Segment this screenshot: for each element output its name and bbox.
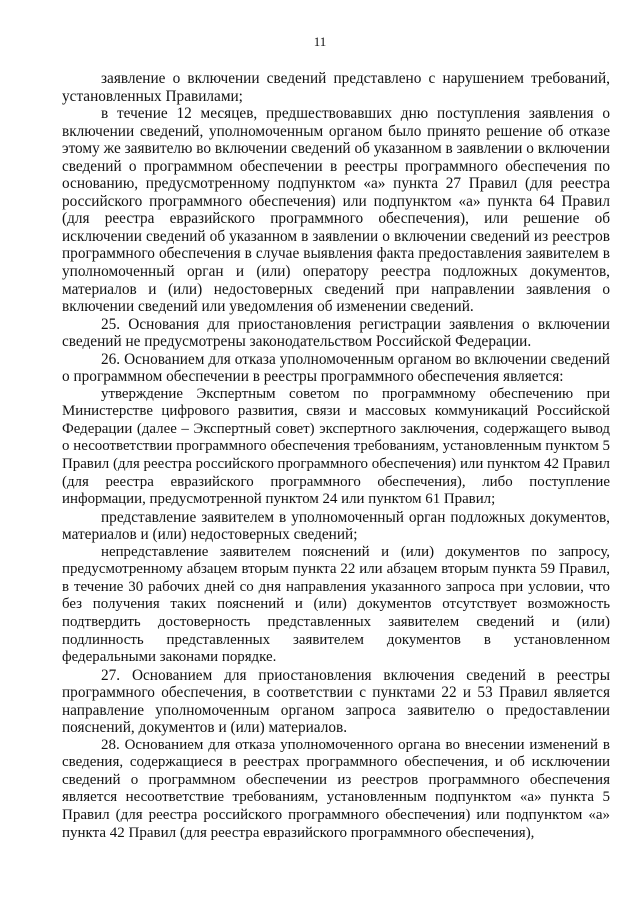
paragraph-forged-documents: представление заявителем в уполномоченный орган подложных документов, материалов и (или) недостоверных сведений; bbox=[62, 508, 610, 544]
paragraph-previous-refusal: в течение 12 месяцев, предшествовавших дню поступления заявления о включении сведений, уполномоченным органом было принято решение об отказе этому же заявителю во включении сведений об указанном в заявлении о включении сведений о программном обеспечении в реестры программного обеспечения по основанию, предусмотренному подпунктом «а» пункта 27 Правил (для реестра российского программного обеспечения) или подпунктом «а» пункта 64 Правил (для реестра евразийского программного обеспечения), или решение об исключении сведений об указанном в заявлении о включении сведений из реестров программного обеспечения в случае выявления факта предоставления заявителем в уполномоченный орган и (или) оператору реестра подложных документов, материалов и (или) недостоверных сведений при направлении заявления о включении сведений или уведомления об изменении сведений. bbox=[62, 105, 610, 316]
paragraph-non-submission: непредставление заявителем пояснений и (или) документов по запросу, предусмотренному абзацем вторым пункта 22 или абзацем вторым пункта 59 Правил, в течение 30 рабочих дней со дня направления указанного запроса при условии, что без получения таких пояснений и (или) документов отсутствует возможность подтвердить достоверность представленных заявителем сведений и (или) подлинность представленных заявителем документов в установленном федеральными законами порядке. bbox=[62, 543, 610, 666]
paragraph-28: 28. Основанием для отказа уполномоченного органа во внесении изменений в сведения, содержащиеся в реестрах программного обеспечения, и об исключении сведений о программном обеспечении из реестров программного обеспечения является несоответствие требованиям, установленным подпунктом «а» пункта 5 Правил (для реестра российского программного обеспечения) или подпунктом «а» пункта 42 Правил (для реестра евразийского программного обеспечения), bbox=[62, 736, 610, 841]
paragraph-25: 25. Основания для приостановления регистрации заявления о включении сведений не предусмотрены законодательством Российской Федерации. bbox=[62, 315, 610, 351]
paragraph-statement-violation: заявление о включении сведений представлено с нарушением требований, установленных Правилами; bbox=[62, 70, 610, 105]
document-body bbox=[62, 70, 610, 842]
paragraph-26: 26. Основанием для отказа уполномоченным органом во включении сведений о программном обеспечении в реестры программного обеспечения является: bbox=[62, 350, 610, 386]
paragraph-27: 27. Основанием для приостановления включения сведений в реестры программного обеспечения, в соответствии с пунктами 22 и 53 Правил является направление уполномоченным органом запроса заявителю о предоставлении пояснений, документов и (или) материалов. bbox=[62, 666, 610, 737]
paragraph-expert-council: утверждение Экспертным советом по программному обеспечению при Министерстве цифрового развития, связи и массовых коммуникаций Российской Федерации (далее – Экспертный совет) экспертного заключения, содержащего вывод о несоответствии программного обеспечения требованиям, установленным пунктом 5 Правил (для реестра российского программного обеспечения) или пунктом 42 Правил (для реестра евразийского программного обеспечения), либо поступление информации, предусмотренной пунктом 24 или пунктом 61 Правил; bbox=[62, 385, 610, 508]
page-number: 11 bbox=[313, 34, 327, 49]
